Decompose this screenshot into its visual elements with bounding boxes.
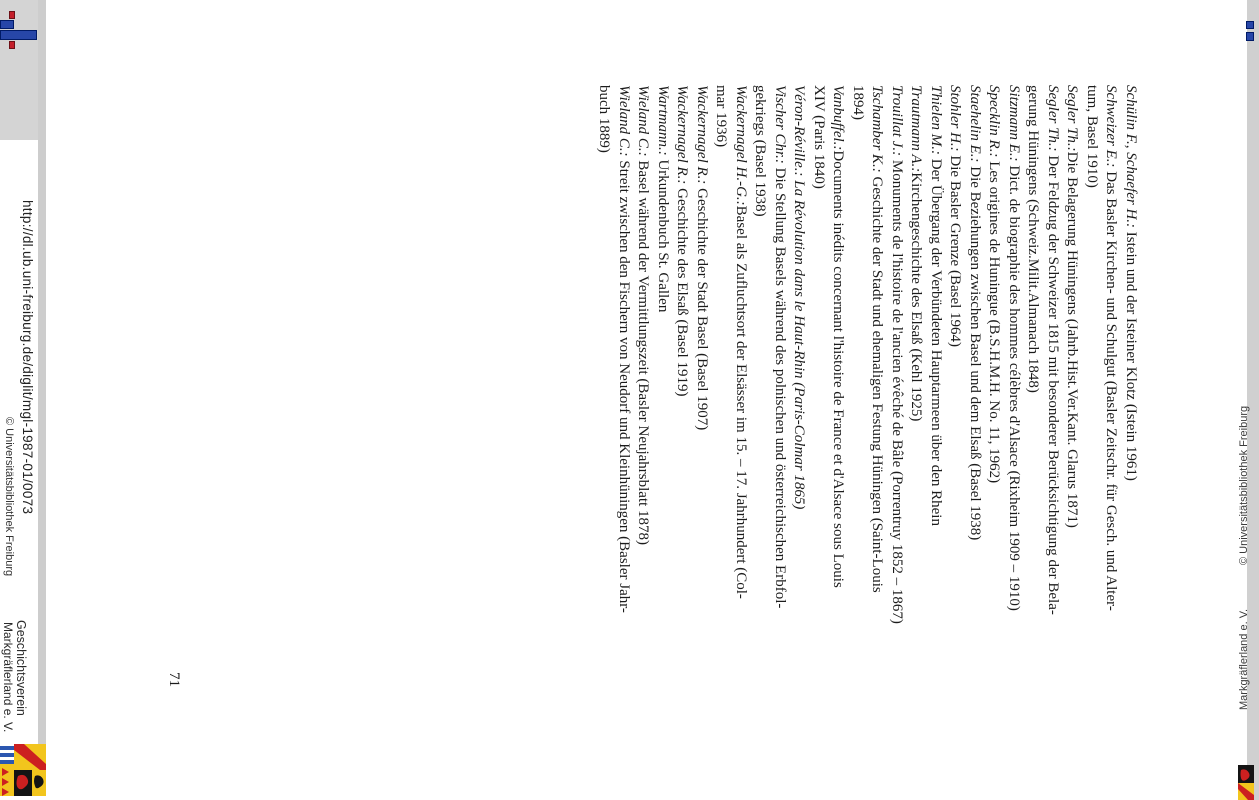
bibliography-line: Schweizer E.: Das Basler Kirchen- und Schulgut (Basler Zeitschr. für Gesch. und Alter- (1103, 85, 1120, 611)
bibliography-line: Vischer Chr.: Die Stellung Basels während des polnischen und österreichischen Erbfol- (772, 85, 788, 609)
left-scanner-strip (38, 0, 46, 745)
bibliography-line: Staehelin E.: Die Beziehungen zwischen Basel und dem Elsaß (Basel 1938) (967, 85, 983, 541)
bibliography (594, 85, 1140, 733)
bibliography-line: Wackernagel R.: Geschichte der Stadt Basel (Basel 1907) (694, 85, 710, 431)
bibliography-line: mar 1936) (713, 85, 730, 148)
crest-image (0, 744, 46, 796)
logo-red-square-icon (9, 11, 15, 19)
logo-blue-bar-icon (0, 20, 14, 29)
logo-blue-bar-icon (0, 30, 37, 40)
logo-red-square-icon (9, 41, 15, 49)
crest-image-small (1238, 765, 1254, 800)
bibliography-line: Véron-Réville.: La Révolution dans le Haut-Rhin (Paris-Colmar 1865) (791, 85, 808, 510)
bibliography-line: Sitzmann E.: Dict. de biographie des hommes célèbres d'Alsace (Rixheim 1909 – 1910) (1006, 85, 1022, 611)
page-number: 71 (166, 672, 182, 687)
logo-blue-square-icon (1246, 21, 1254, 29)
bibliography-line: Vanbuffel.:Documents inédits concernant l'histoire de France et d'Alsace sous Louis (830, 85, 847, 588)
bibliography-line: Wieland C.: Streit zwischen den Fischern von Neudorf und Kleinhüningen (Basler Jahr- (616, 85, 632, 613)
bibliography-line: Trouillat J.: Monuments de l'histoire de l'ancien évêché de Bâle (Porrentruy 1852 – 1867) (889, 85, 905, 624)
bibliography-line: Tschamber K.: Geschichte der Stadt und ehemaligen Festung Hüningen (Saint-Louis (869, 85, 886, 593)
bibliography-line: XIV (Paris 1840) (811, 85, 827, 189)
bibliography-line: Specklin R.: Les origines de Huningue (B.S.H.M.H. No. 11, 1962) (986, 85, 1003, 484)
watermark-copyright-right: © Universitätsbibliothek Freiburg (1238, 405, 1250, 565)
bibliography-line: Segler Th.: Der Feldzug der Schweizer 1815 mit besonderer Berücksichtigung der Bela- (1045, 85, 1061, 615)
bibliography-line: Thielen M.: Der Übergang der Verbündeten Hauptarmeen über den Rhein (928, 85, 944, 526)
logo-blue-square-icon (1246, 32, 1254, 41)
watermark-org-line2: Markgräflerland e. V. (1, 622, 15, 733)
watermark-org-right: Markgräflerland e. V. (1238, 608, 1250, 710)
bibliography-line: gekriegs (Basel 1938) (752, 85, 769, 217)
watermark-org-line1: Geschichtsverein (14, 620, 28, 716)
bibliography-line: Stohler H.: Die Basler Grenze (Basel 1964) (947, 85, 964, 348)
bibliography-line: Schülin F., Schaefer H.: Istein und der Isteiner Klotz (Istein 1961) (1123, 85, 1139, 481)
bibliography-line: Wartmann.: Urkundenbuch St. Gallen (655, 85, 671, 313)
bibliography-line: gerung Hüningens (Schweiz.Milit.Almanach 1848) (1025, 85, 1042, 393)
watermark-copyright-left: © Universitätsbibliothek Freiburg (3, 417, 15, 577)
bibliography-line: buch 1889) (596, 85, 613, 153)
bibliography-line: Segler Th.:Die Belagerung Hüningens (Jahrb.Hist.Ver.Kant. Glarus 1871) (1064, 85, 1081, 528)
bibliography-line: Wieland C.: Basel während der Vermittlungszeit (Basler Neujahrsblatt 1878) (635, 85, 652, 546)
watermark-url: http://dl.ub.uni-freiburg.de/diglit/mgl-1987-01/0073 (20, 200, 35, 515)
bibliography-line: tum, Basel 1910) (1084, 85, 1100, 188)
bibliography-line: Wackernagel H.-G.:Basel als Zufluchtsort der Elsässer im 15. – 17. Jahrhundert (Col- (733, 85, 749, 599)
bibliography-line: Trautmann A.:Kirchengeschichte des Elsaß (Kehl 1925) (908, 85, 925, 422)
bibliography-line: Wackernagel R.: Geschichte des Elsaß (Basel 1919) (674, 85, 691, 397)
bibliography-line: 1894) (850, 85, 866, 120)
